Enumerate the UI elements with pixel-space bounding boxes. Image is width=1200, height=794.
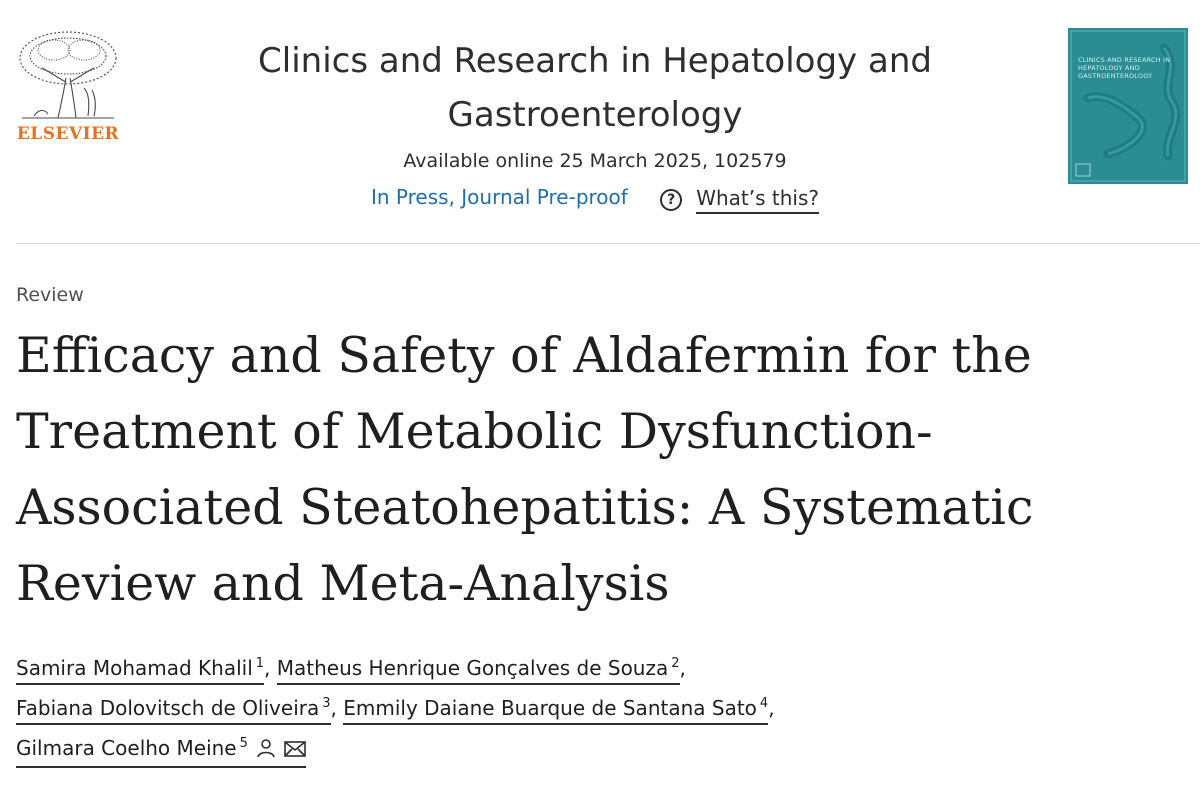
journal-pre-proof-link[interactable]: In Press, Journal Pre-proof xyxy=(371,185,628,209)
affiliation-marker: 3 xyxy=(322,696,331,711)
article-title-line-2: Treatment of Metabolic Dysfunction- xyxy=(16,403,933,460)
affiliation-marker: 2 xyxy=(671,656,680,671)
author-name: Samira Mohamad Khalil xyxy=(16,656,253,680)
author-separator: , xyxy=(768,696,775,720)
author-name: Fabiana Dolovitsch de Oliveira xyxy=(16,696,320,720)
article-title-line-4: Review and Meta-Analysis xyxy=(16,555,670,612)
author-separator: , xyxy=(330,696,344,720)
article-title-line-1: Efficacy and Safety of Aldafermin for the xyxy=(16,327,1032,384)
author-link[interactable] xyxy=(343,690,768,725)
elsevier-wordmark: ELSEVIER xyxy=(16,124,120,144)
author-link[interactable] xyxy=(16,690,331,725)
person-icon xyxy=(256,737,276,765)
author-separator: , xyxy=(264,656,277,680)
author-name: Emmily Daiane Buarque de Santana Sato xyxy=(343,696,757,720)
author-list xyxy=(16,648,1186,768)
question-circle-icon: ? xyxy=(660,189,682,211)
author-link[interactable] xyxy=(16,650,264,685)
availability-info: Available online 25 March 2025, 102579 xyxy=(403,150,787,172)
author-name: Matheus Henrique Gonçalves de Souza xyxy=(276,656,669,680)
journal-title-line-2: Gastroenterology xyxy=(447,95,743,135)
envelope-icon xyxy=(284,737,306,765)
article-title xyxy=(16,318,1176,622)
author-name: Gilmara Coelho Meine xyxy=(16,736,237,760)
affiliation-marker: 1 xyxy=(255,656,265,671)
elsevier-logo[interactable] xyxy=(14,28,122,148)
author-link[interactable] xyxy=(277,650,680,685)
corresponding-author-link[interactable] xyxy=(16,730,306,768)
article-status-row xyxy=(215,185,975,214)
article-title-line-3: Associated Steatohepatitis: A Systematic xyxy=(16,479,1034,536)
journal-title-line-1: Clinics and Research in Hepatology and xyxy=(258,41,932,81)
article-header xyxy=(0,0,1200,245)
elsevier-tree-icon xyxy=(14,28,122,124)
journal-cover-thumbnail[interactable] xyxy=(1068,28,1188,184)
affiliation-marker: 5 xyxy=(239,736,248,751)
article-type-label: Review xyxy=(16,284,84,306)
cover-artwork-icon xyxy=(1068,28,1188,184)
whats-this-label: What’s this? xyxy=(696,186,819,214)
journal-title xyxy=(215,34,975,142)
whats-this-button[interactable] xyxy=(660,186,819,214)
journal-title-link[interactable] xyxy=(258,41,932,135)
cover-title-text: CLINICS AND RESEARCH IN HEPATOLOGY AND GASTROENTEROLOGY xyxy=(1078,56,1171,80)
author-separator: , xyxy=(679,656,686,680)
affiliation-marker: 4 xyxy=(759,696,769,711)
header-divider xyxy=(16,243,1200,244)
